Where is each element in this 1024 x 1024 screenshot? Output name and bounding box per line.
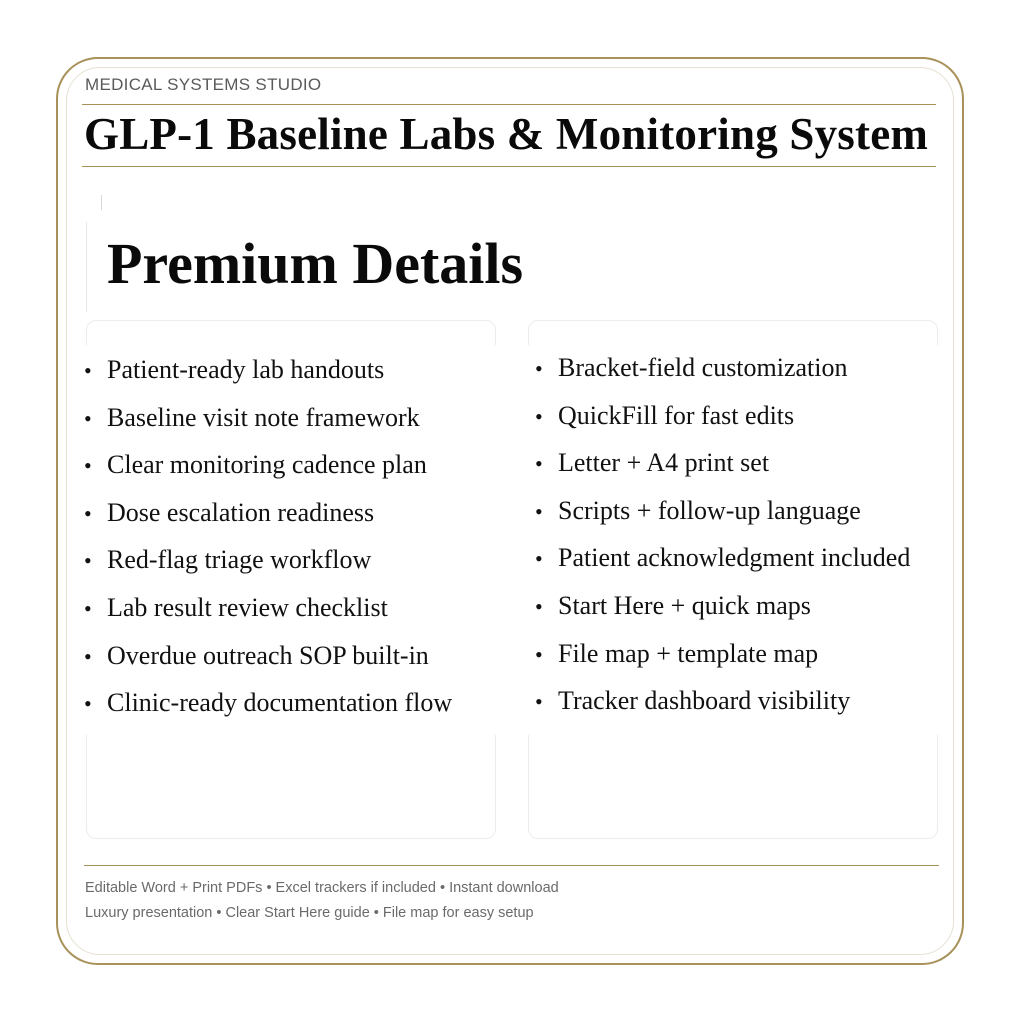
list-item xyxy=(84,683,452,731)
feature-text: Dose escalation readiness xyxy=(107,497,375,527)
bullet-icon: • xyxy=(84,453,92,479)
list-item xyxy=(84,350,452,398)
feature-text: Lab result review checklist xyxy=(107,592,388,622)
left-feature-list xyxy=(84,350,452,731)
bullet-icon: • xyxy=(84,595,92,621)
feature-text: Letter + A4 print set xyxy=(558,448,770,478)
bullet-icon: • xyxy=(535,546,543,572)
list-item xyxy=(535,491,910,539)
list-item xyxy=(535,681,910,729)
right-feature-list xyxy=(535,348,910,729)
bullet-icon: • xyxy=(535,689,543,715)
title-divider xyxy=(82,166,936,167)
bullet-icon: • xyxy=(84,405,92,431)
feature-text: QuickFill for fast edits xyxy=(558,400,795,430)
list-item xyxy=(84,636,452,684)
feature-text: Tracker dashboard visibility xyxy=(558,686,851,716)
bullet-icon: • xyxy=(535,451,543,477)
feature-text: Baseline visit note framework xyxy=(107,402,420,432)
brand-label: MEDICAL SYSTEMS STUDIO xyxy=(85,75,322,94)
bullet-icon: • xyxy=(535,356,543,381)
footer-divider xyxy=(84,865,939,866)
bullet-icon: • xyxy=(84,500,92,526)
list-item xyxy=(535,538,910,586)
list-item xyxy=(84,398,452,446)
feature-text: Overdue outreach SOP built-in xyxy=(107,640,429,670)
list-item xyxy=(84,493,452,541)
bullet-icon: • xyxy=(84,358,92,383)
feature-text: Red-flag triage workflow xyxy=(107,545,372,575)
bullet-icon: • xyxy=(535,403,543,429)
list-item xyxy=(84,445,452,493)
bullet-icon: • xyxy=(535,593,543,619)
section-title: Premium Details xyxy=(107,231,524,296)
page-title: GLP-1 Baseline Labs & Monitoring System xyxy=(84,109,929,159)
list-item xyxy=(84,540,452,588)
top-divider xyxy=(82,104,936,105)
bullet-icon: • xyxy=(84,548,92,574)
list-item xyxy=(535,634,910,682)
feature-text: Patient acknowledgment included xyxy=(558,543,911,573)
feature-text: Scripts + follow-up language xyxy=(558,495,861,525)
list-item xyxy=(535,348,910,396)
feature-text: Bracket-field customization xyxy=(558,353,848,382)
footer-line-1: Editable Word + Print PDFs • Excel trackers if included • Instant download xyxy=(85,880,559,896)
bullet-icon: • xyxy=(84,643,92,669)
feature-text: Start Here + quick maps xyxy=(558,590,811,620)
list-item xyxy=(535,396,910,444)
list-item xyxy=(535,443,910,491)
list-item xyxy=(535,586,910,634)
list-item xyxy=(84,588,452,636)
feature-text: Patient-ready lab handouts xyxy=(107,355,385,384)
bullet-icon: • xyxy=(535,641,543,667)
decorative-tick xyxy=(101,195,102,210)
bullet-icon: • xyxy=(535,498,543,524)
bullet-icon: • xyxy=(84,691,92,717)
feature-text: File map + template map xyxy=(558,638,819,668)
feature-text: Clear monitoring cadence plan xyxy=(107,450,427,480)
footer-line-2: Luxury presentation • Clear Start Here guide • File map for easy setup xyxy=(85,905,534,921)
feature-text: Clinic-ready documentation flow xyxy=(107,688,453,718)
section-accent-bar xyxy=(86,222,87,312)
